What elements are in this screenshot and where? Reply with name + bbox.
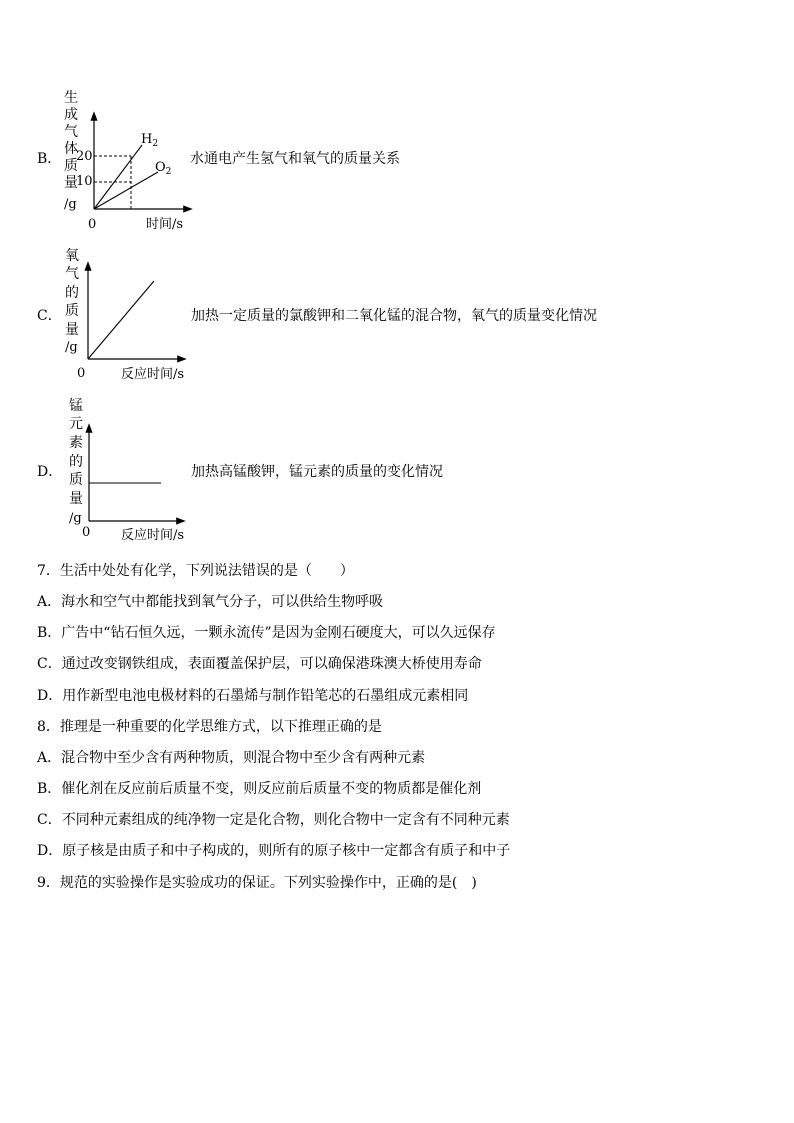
- oxygen-mass-line: [88, 281, 154, 359]
- y-label-char: 元: [69, 416, 83, 432]
- h2-line: [94, 145, 142, 209]
- option-d-description: 加热高锰酸钾，锰元素的质量的变化情况: [191, 464, 443, 480]
- x-axis-label: 时间/s: [146, 217, 184, 232]
- question-9-stem: 9．规范的实验操作是实验成功的保证。下列实验操作中，正确的是( ): [37, 875, 477, 891]
- question-7-option-b: B．广告中“钻石恒久远，一颗永流传”是因为金刚石硬度大，可以久远保存: [37, 625, 496, 641]
- y-label-char: 质: [69, 472, 83, 488]
- question-7-stem: 7．生活中处处有化学，下列说法错误的是（ ）: [37, 563, 354, 579]
- origin-label: 0: [77, 366, 86, 381]
- y-label-char: 量: [69, 491, 83, 507]
- y-label-char: 氧: [65, 248, 79, 264]
- option-b-graph: [90, 110, 200, 210]
- option-c-letter: C．: [37, 308, 62, 324]
- question-8-option-a: A．混合物中至少含有两种物质，则混合物中至少含有两种元素: [37, 750, 426, 766]
- option-b-description: 水通电产生氢气和氧气的质量关系: [190, 151, 400, 167]
- tick-label-10: 10: [76, 174, 93, 189]
- question-8-option-b: B．催化剂在反应前后质量不变，则反应前后质量不变的物质都是催化剂: [37, 781, 482, 797]
- question-7-option-d: D．用作新型电池电极材料的石墨烯与制作铅笔芯的石墨组成元素相同: [37, 688, 469, 704]
- o2-label: $O_2$: [155, 160, 172, 177]
- y-label-char: 成: [64, 107, 78, 123]
- tick-label-20: 20: [76, 149, 93, 164]
- option-c-description: 加热一定质量的氯酸钾和二氧化锰的混合物，氧气的质量变化情况: [191, 308, 597, 324]
- y-label-char: 量: [65, 322, 79, 338]
- y-label-char: 质: [65, 303, 79, 319]
- option-d-letter: D．: [37, 464, 63, 480]
- y-label-char: 质: [64, 158, 78, 174]
- y-label-char: 量: [64, 175, 78, 191]
- y-label-char: 生: [64, 90, 78, 106]
- y-label-unit: /g: [65, 340, 78, 355]
- y-label-char: 的: [69, 454, 83, 470]
- question-7-option-a: A．海水和空气中都能找到氧气分子，可以供给生物呼吸: [37, 594, 384, 610]
- y-label-char: 体: [64, 141, 78, 157]
- option-c-graph: [84, 260, 194, 360]
- h2-label: $H_2$: [141, 132, 159, 149]
- question-8-stem: 8．推理是一种重要的化学思维方式，以下推理正确的是: [37, 719, 382, 735]
- question-7-option-c: C．通过改变钢铁组成，表面覆盖保护层，可以确保港珠澳大桥使用寿命: [37, 656, 482, 672]
- o2-line: [94, 172, 158, 209]
- x-axis-label: 反应时间/s: [121, 528, 185, 543]
- y-label-char: 的: [65, 285, 79, 301]
- x-axis-label: 反应时间/s: [121, 367, 185, 382]
- option-b-letter: B．: [37, 151, 62, 167]
- question-8-option-c: C．不同种元素组成的纯净物一定是化合物，则化合物中一定含有不同种元素: [37, 812, 510, 828]
- y-label-char: 气: [65, 266, 79, 282]
- y-label-char: 气: [64, 124, 78, 140]
- origin-label: 0: [88, 217, 97, 232]
- y-label-unit: /g: [64, 197, 77, 212]
- y-label-char: 锰: [69, 398, 83, 414]
- option-d-graph: [85, 422, 185, 522]
- question-8-option-d: D．原子核是由质子和中子构成的，则所有的原子核中一定都含有质子和中子: [37, 843, 511, 859]
- y-label-unit: /g: [69, 511, 82, 526]
- origin-label: 0: [82, 525, 91, 540]
- y-label-char: 素: [69, 435, 83, 451]
